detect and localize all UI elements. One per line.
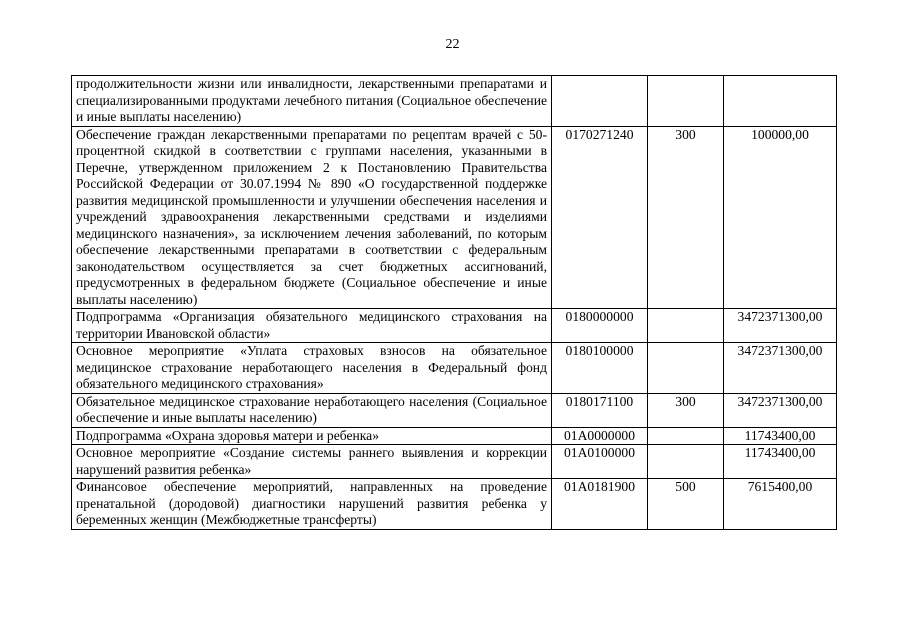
target-article-code-cell: 01А0000000 — [552, 427, 648, 445]
table-row — [72, 427, 837, 445]
table-row — [72, 76, 837, 127]
amount-cell: 100000,00 — [724, 126, 837, 309]
expense-type-cell — [648, 76, 724, 127]
table-row — [72, 309, 837, 343]
expense-name-cell: Обязательное медицинское страхование неработающего населения (Социальное обеспечение и иные выплаты населению) — [72, 393, 552, 427]
amount-cell: 3472371300,00 — [724, 393, 837, 427]
table-row — [72, 479, 837, 530]
expense-name-cell: продолжительности жизни или инвалидности, лекарственными препаратами и специализированными продуктами лечебного питания (Социальное обеспечение и иные выплаты населению) — [72, 76, 552, 127]
amount-cell: 3472371300,00 — [724, 343, 837, 394]
target-article-code-cell: 01А0100000 — [552, 445, 648, 479]
expense-name-cell: Обеспечение граждан лекарственными препаратами по рецептам врачей с 50-процентной скидкой в соответствии с группами населения, указанными в Перечне, утвержденном приложением 2 к Постановлению Правительства Российской Федерации от 30.07.1994 № 890 «О государственной поддержке развития медицинской промышленности и улучшении обеспечения населения и учреждений здравоохранения лекарственными средствами и изделиями медицинского назначения», за исключением лечения заболеваний, по которым обеспечение лекарственными препаратами в соответствии с федеральным законодательством осуществляется за счет бюджетных ассигнований, предусмотренных в федеральном бюджете (Социальное обеспечение и иные выплаты населению) — [72, 126, 552, 309]
expense-type-cell — [648, 343, 724, 394]
expense-name-cell: Подпрограмма «Организация обязательного медицинского страхования на территории Ивановской области» — [72, 309, 552, 343]
page-number: 22 — [445, 37, 460, 52]
target-article-code-cell: 0170271240 — [552, 126, 648, 309]
target-article-code-cell: 0180171100 — [552, 393, 648, 427]
expense-type-cell — [648, 445, 724, 479]
table-row — [72, 343, 837, 394]
target-article-code-cell: 0180100000 — [552, 343, 648, 394]
amount-cell: 7615400,00 — [724, 479, 837, 530]
expense-type-cell: 300 — [648, 126, 724, 309]
amount-cell — [724, 76, 837, 127]
expense-name-cell: Основное мероприятие «Создание системы раннего выявления и коррекции нарушений развития ребенка» — [72, 445, 552, 479]
expense-type-cell: 300 — [648, 393, 724, 427]
amount-cell: 11743400,00 — [724, 427, 837, 445]
table-row — [72, 393, 837, 427]
table-row — [72, 126, 837, 309]
expense-name-cell: Финансовое обеспечение мероприятий, направленных на проведение пренатальной (дородовой) диагностики нарушений развития ребенка у беременных женщин (Межбюджетные трансферты) — [72, 479, 552, 530]
budget-table — [71, 75, 837, 530]
expense-type-cell — [648, 309, 724, 343]
expense-type-cell — [648, 427, 724, 445]
expense-name-cell: Основное мероприятие «Уплата страховых взносов на обязательное медицинское страхование неработающего населения в Федеральный фонд обязательного медицинского страхования» — [72, 343, 552, 394]
target-article-code-cell — [552, 76, 648, 127]
expense-type-cell: 500 — [648, 479, 724, 530]
expense-name-cell: Подпрограмма «Охрана здоровья матери и ребенка» — [72, 427, 552, 445]
target-article-code-cell: 01А0181900 — [552, 479, 648, 530]
table-row — [72, 445, 837, 479]
amount-cell: 3472371300,00 — [724, 309, 837, 343]
target-article-code-cell: 0180000000 — [552, 309, 648, 343]
amount-cell: 11743400,00 — [724, 445, 837, 479]
